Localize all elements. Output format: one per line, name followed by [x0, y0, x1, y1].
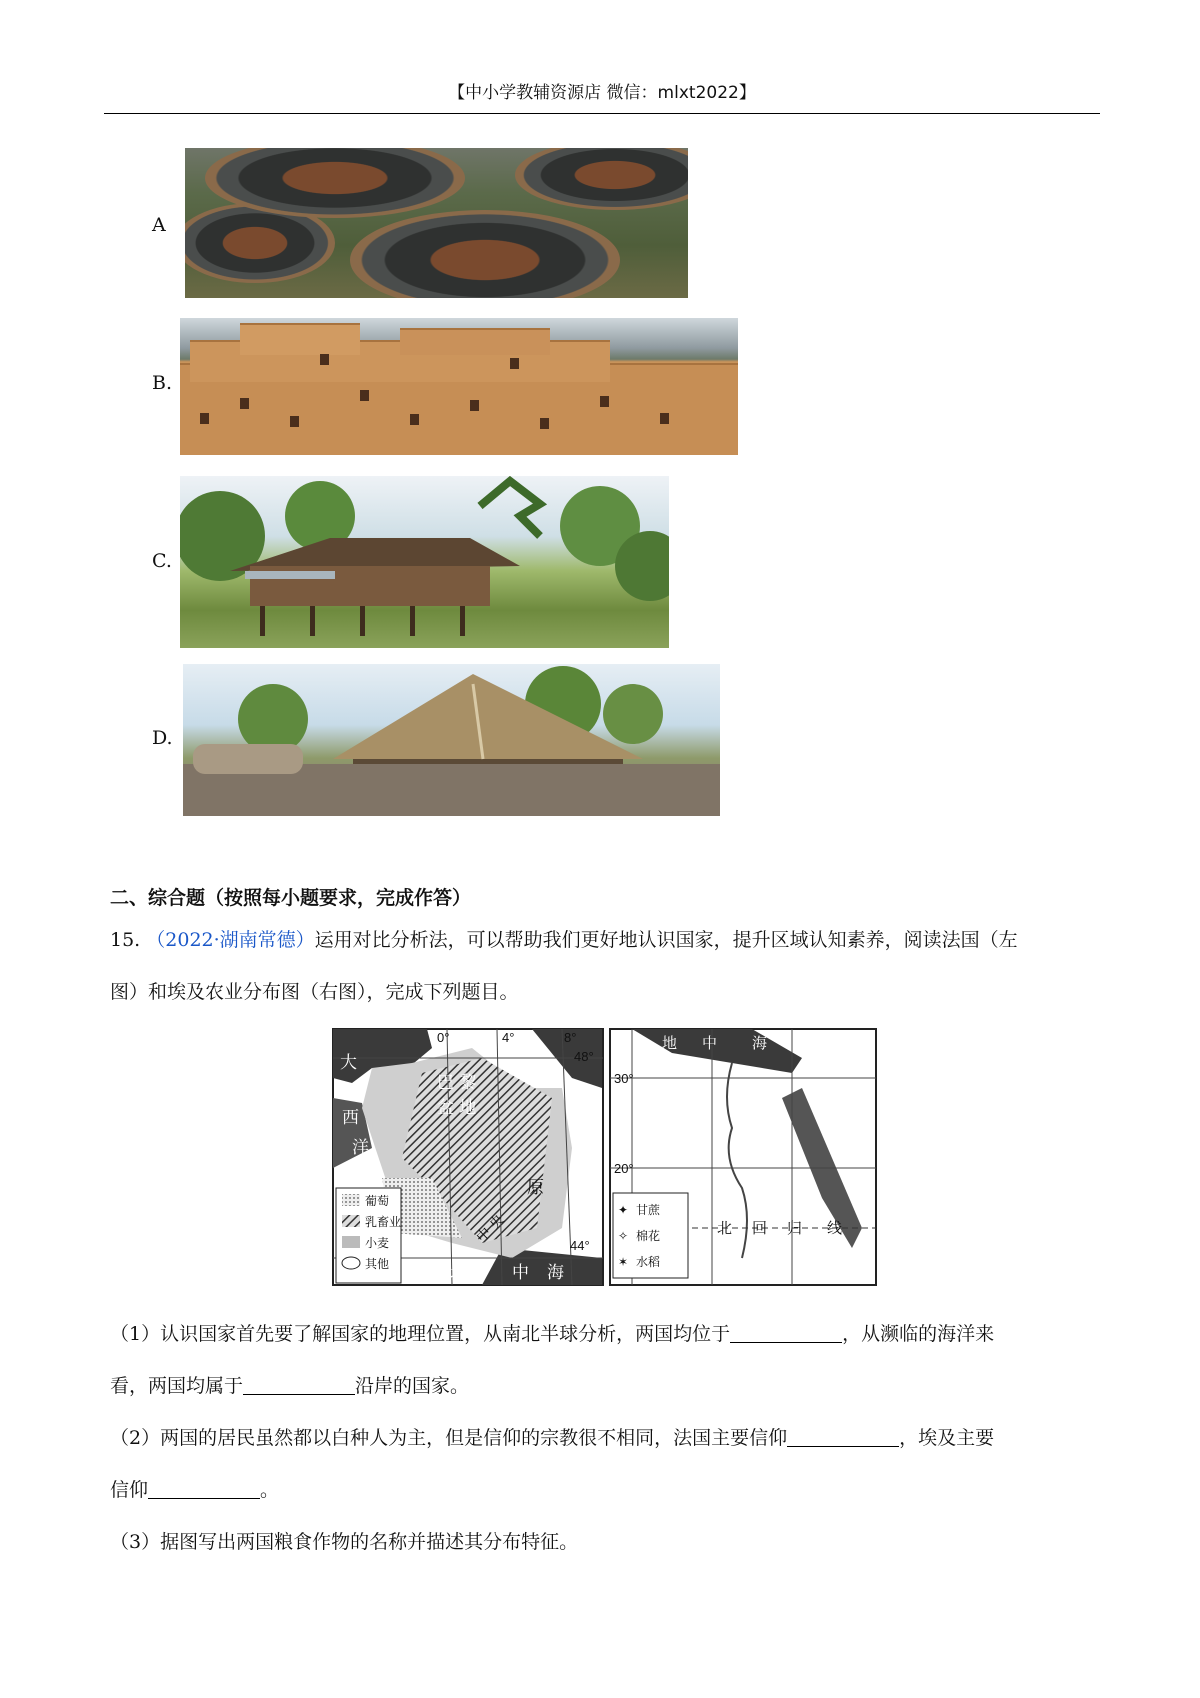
question-stem-line2: 图）和埃及农业分布图（右图），完成下列题目。	[110, 981, 519, 1003]
parallel-label: 44°	[570, 1238, 590, 1253]
svg-text:海: 海	[547, 1263, 564, 1283]
answer-blank[interactable]	[148, 1476, 260, 1499]
option-b-pueblo-photo	[180, 318, 738, 455]
option-c-label: C.	[152, 550, 172, 572]
svg-text:洋: 洋	[352, 1138, 369, 1158]
svg-text:红: 红	[847, 1144, 863, 1162]
parallel-label: 20°	[614, 1161, 634, 1176]
section-title: 二、综合题（按照每小题要求，完成作答）	[110, 887, 472, 909]
svg-text:归: 归	[787, 1219, 803, 1237]
option-c-stilt-house-photo	[180, 476, 669, 648]
svg-text:地: 地	[450, 1263, 467, 1283]
svg-text:海: 海	[752, 1034, 768, 1052]
option-d-thatched-hut-photo	[183, 664, 720, 816]
svg-text:西: 西	[342, 1108, 359, 1128]
svg-text:地: 地	[662, 1034, 678, 1052]
svg-text:回: 回	[752, 1219, 768, 1237]
svg-text:线: 线	[827, 1219, 843, 1237]
question-stem-line1: 运用对比分析法，可以帮助我们更好地认识国家，提升区域认知素养，阅读法国（左	[314, 929, 1018, 951]
page-header: 【中小学教辅资源店 微信：mlxt2022】	[448, 83, 756, 103]
option-a-tulou-photo	[185, 148, 688, 298]
meridian-label: 8°	[564, 1030, 577, 1045]
subquestion-1: （1）认识国家首先要了解国家的地理位置，从南北半球分析，两国均位于 ，从濒临的海洋来 看，两国均属于 沿岸的国家。	[110, 1308, 1100, 1412]
svg-text:其他: 其他	[365, 1257, 390, 1271]
subquestion-2: （2）两国的居民虽然都以白种人为主，但是信仰的宗教很不相同，法国主要信仰 ，埃及主要 信仰 。	[110, 1412, 1100, 1516]
svg-text:乳畜业: 乳畜业	[365, 1215, 402, 1229]
svg-text:北: 北	[717, 1219, 733, 1237]
question-source-link[interactable]: （2022·湖南常德）	[146, 929, 315, 951]
parallel-label: 48°	[574, 1049, 594, 1064]
svg-text:小麦: 小麦	[365, 1236, 390, 1250]
svg-text:✶: ✶	[618, 1255, 629, 1269]
svg-text:大: 大	[340, 1053, 357, 1073]
answer-blank[interactable]	[787, 1424, 899, 1447]
answer-blank[interactable]	[243, 1372, 355, 1395]
egypt-map	[610, 1029, 876, 1285]
france-map	[333, 1029, 603, 1285]
svg-text:原: 原	[527, 1178, 544, 1198]
svg-text:甘蔗: 甘蔗	[636, 1203, 661, 1217]
svg-text:✦: ✦	[618, 1203, 629, 1217]
header-divider	[104, 113, 1100, 114]
option-a-label: A	[152, 214, 166, 236]
svg-text:海: 海	[852, 1169, 868, 1187]
meridian-label: 0°	[437, 1030, 450, 1045]
question-number: 15.	[110, 929, 141, 951]
svg-text:中 央: 中 央	[473, 1211, 508, 1246]
meridian-label: 4°	[502, 1030, 515, 1045]
option-b-label: B.	[152, 372, 173, 394]
answer-blank[interactable]	[730, 1320, 842, 1343]
subquestion-3: （3）据图写出两国粮食作物的名称并描述其分布特征。	[110, 1531, 579, 1553]
question-15-stem	[110, 914, 1100, 1018]
svg-text:葡萄: 葡萄	[365, 1194, 390, 1208]
svg-text:棉花: 棉花	[636, 1229, 661, 1243]
svg-text:巴 黎: 巴 黎	[437, 1073, 477, 1093]
france-egypt-agriculture-map	[332, 1028, 877, 1286]
svg-text:水稻: 水稻	[636, 1255, 661, 1269]
svg-text:中: 中	[512, 1263, 529, 1283]
svg-text:盆 地: 盆 地	[437, 1098, 477, 1118]
parallel-label: 30°	[614, 1071, 634, 1086]
option-d-label: D.	[152, 727, 173, 749]
svg-text:中: 中	[702, 1034, 718, 1052]
svg-text:✧: ✧	[618, 1229, 629, 1243]
